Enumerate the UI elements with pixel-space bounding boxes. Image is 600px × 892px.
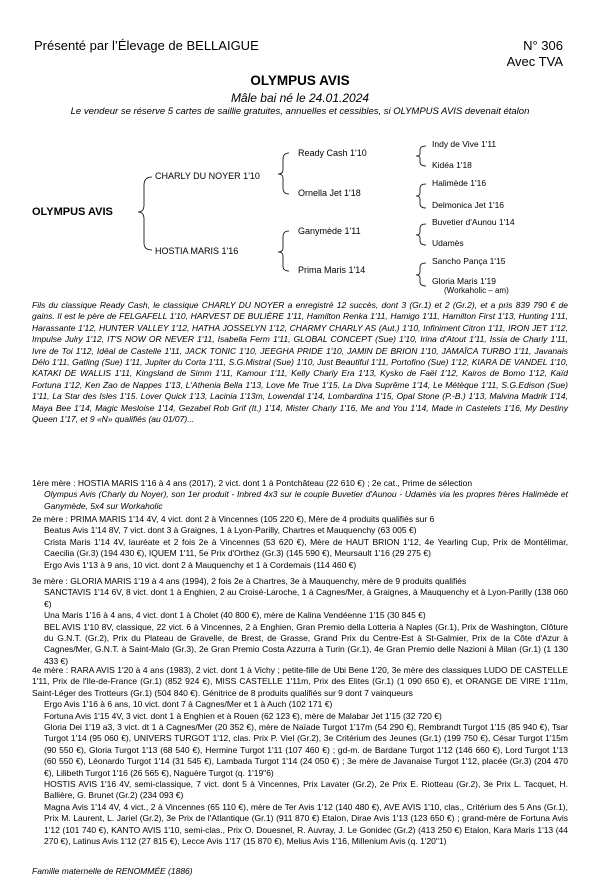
fourth-dam-line: Fortuna Avis 1'15 4V, 3 vict. dont 1 à Enghien et à Rouen (62 123 €), mère de Malabar Jet 1'15 (32 720 €) xyxy=(44,710,442,721)
pedigree-sire: CHARLY DU NOYER 1'10 xyxy=(155,171,260,181)
first-dam-section xyxy=(32,478,568,512)
pedigree-ddd-note: (Workaholic – am) xyxy=(444,286,509,295)
pedigree-sss: Indy de Vive 1'11 xyxy=(432,139,497,149)
pedigree-dam: HOSTIA MARIS 1'16 xyxy=(155,246,239,256)
third-dam-line: BEL AVIS 1'10 8V, classique, 22 vict. 6 à Vincennes, 2 à Enghien, Gran Premio della Lotteria à Naples (Gr.1), Prix de Washington, Clôture du G.N.T. (Gr.2), Prix du Plateau de Gravelle, de Brest, de Grasse, Grand Prix du Centre-Est à St-Galmier, Prix de la Côte d'Azur à Cagnes/Mer, G.N.T. à Saint-Malo (Gr.3), 2e Gran Premio Costa Azzurra à Turin (Gr.1), 4e Gran Premio delle Nazioni à Milan (Gr.1) (1 130 433 €) xyxy=(44,621,568,666)
sire-paragraph: Fils du classique Ready Cash, le classique CHARLY DU NOYER a enregistré 12 succès, dont 3 (Gr.1) et 2 (Gr.2), et a pris 839 790 € de gains. Il est le père de FELGAFELL 1'10, HARVEST DE BULIÈRE 1'11, Hamilton Renka 1'11, Hamigo 1'11, Hamilton First 1'13, Hunting 1'11, Harassante 1'12, HUNTER VALLEY 1'12, HATHA JOSSELYN 1'12, CHARMY CHARLY AS (Aut.) 1'10, Infiniment Citron 1'11, IRON JET 1'12, Impulse Julry 1'12, IT'S NOW OR NEVER 1'11, Isabella Ferm 1'11, GLOBAL CONCEPT (Sue) 1'10, Irina d'Atout 1'11, Issia de Charly 1'11, Ivre de Toi 1'12, Idéal de Castelle 1'11, JACK TONIC 1'10, JEEGHA PRIDE 1'10, JAMIN DE BRION 1'10, JAMAÏCA TURBO 1'11, Javanais Délo 1'11, Gatling (Sue) 1'11, Jupiter du Corta 1'11, S.G.Mistral (Sue) 1'10, Just Beautiful 1'11, Portofino (Sue) 1'12, KIARA DE VANDEL 1'10, KATAKI DE WALLIS 1'11, Kingsland de Simm 1'11, Kamour 1'11, Kelly Charly Era 1'13, Kysko de Faël 1'12, Kairos de Bomo 1'12, Kaïd Fortuna 1'12, Ken Zao de Nappes 1'13, L'Athenia Bella 1'13, Love Me True 1'15, La Diva Suprême 1'14, Le Métèque 1'11, S.G.Edison (Sue) 1'11, La Star des Isles 1'15. Lover Quick 1'13, Lacinia 1'13m, Lowendal 1'14, Lombardina 1'15, Opal Stone (P.-B.) 1'13, Malvina Madrik 1'14, Maya Bee 1'14, Magic Mesloise 1'14, Gezabel Rob Grif (It.) 1'14, Mister Charly 1'16, Me and You 1'14, Made in Castelets 1'16, My Destiny Queen 1'17, et 9 «N» qualifiés (au 01/07)... xyxy=(32,300,568,425)
second-dam-line: Crista Maris 1'14 4V, lauréate et 2 fois 2e à Vincennes (53 620 €), Mère de HAUT BRION 1'12, 4e Yearling Cup, Prix de Montélimar, Caecilia (Gr.3) (194 430 €), IQUEM 1'11, 5e Prix d'Orthez (Gr.3) (145 590 €), Meursault 1'16 (29 275 €) xyxy=(44,536,568,559)
first-dam-line: Olympus Avis (Charly du Noyer), son 1er produit - Inbred 4x3 sur le couple Buvetier d'Aunou - Udamès via les propres frères Halimède et Ganymède, 5x4 sur Workaholic xyxy=(44,489,568,511)
pedigree-dss: Buvetier d'Aunou 1'14 xyxy=(432,217,515,227)
fourth-dam-line: Magna Avis 1'14 4V, 4 vict., 2 à Vincennes (65 110 €), mère de Ter Avis 1'12 (140 480 €), AVE AVIS 1'10, clas., Critérium des 5 Ans (Gr.1), Prix M. Laurent, L. Jariel (Gr.2), 3e Prix de l'Atlantique (Gr.1) (911 870 €) Etalon, Dirae Avis 1'13 (123 650 €) ; grand-mère de Fortuna Avis 1'12 (101 740 €), KANTO AVIS 1'10, semi-clas., Prix O. Douesnel, R. Auvray, J. Le Gonidec (Gr.2) (413 250 €) Etalon, Kara Maris 1'13 (44 270 €), Latinus Avis 1'12 (27 815 €), Lecce Avis 1'17 (15 870 €), Melius Avis 1'16, Millenium Avis (q. 1'20"1) xyxy=(44,801,568,847)
third-dam-section xyxy=(32,576,568,667)
pedigree-subject: OLYMPUS AVIS xyxy=(32,206,113,218)
second-dam-section xyxy=(32,514,568,571)
third-dam-heading: 3e mère : GLORIA MARIS 1'19 à 4 ans (1994), 2 fois 2e à Chartres, 3e à Mauquenchy, mère de 9 produits qualifiés xyxy=(32,576,467,586)
third-dam-line: Una Maris 1'16 à 4 ans, 4 vict. dont 1 à Cholet (40 800 €), mère de Kalina Vendéenne 1'15 (30 845 €) xyxy=(44,610,426,621)
pedigree-dam-sire: Ganymède 1'11 xyxy=(298,226,361,236)
pedigree-sire-sire: Ready Cash 1'10 xyxy=(298,148,367,158)
second-dam-heading: 2e mère : PRIMA MARIS 1'14 4V, 4 vict. dont 2 à Vincennes (105 220 €), Mère de 4 produits qualifiés sur 6 xyxy=(32,514,435,524)
pedigree-ddd: Gloria Maris 1'19 xyxy=(432,276,496,286)
pedigree-dam-dam: Prima Maris 1'14 xyxy=(298,265,366,275)
seller-conditions: Le vendeur se réserve 5 cartes de saillie gratuites, annuelles et cessibles, si OLYMPUS AVIS devenait étalon xyxy=(70,106,530,117)
pedigree-sdd: Delmonica Jet 1'16 xyxy=(432,200,505,210)
pedigree-sire-dam: Ornella Jet 1'18 xyxy=(298,188,361,198)
vat-label: Avec TVA xyxy=(506,54,563,69)
second-dam-line: Ergo Avis 1'13 à 9 ans, 10 vict. dont 2 à Mauquenchy et 1 à Cordemais (114 460 €) xyxy=(44,559,357,570)
third-dam-line: SANCTAVIS 1'14 6V, 8 vict. dont 1 à Enghien, 2 au Croisé-Laroche, 1 à Cagnes/Mer, à Graignes, à Mauquenchy et à Lyon-Parilly (138 060 €) xyxy=(44,587,568,609)
fourth-dam-line: HOSTIS AVIS 1'16 4V, semi-classique, 7 vict. dont 5 à Vincennes, Prix Lavater (Gr.2), 2e Prix E. Riotteau (Gr.2), 3e Prix L. Tacquet, H. Ballière, G. Brunet (Gr.2) (234 093 €) xyxy=(44,779,568,801)
fourth-dam-line: Ergo Avis 1'16 à 6 ans, 10 vict. dont 7 à Cagnes/Mer et 1 à Auch (102 171 €) xyxy=(44,699,333,710)
presenter-line: Présenté par l’Élevage de BELLAIGUE xyxy=(34,38,259,53)
horse-description: Mâle bai né le 24.01.2024 xyxy=(230,91,370,105)
pedigree-sds: Halimède 1'16 xyxy=(432,178,487,188)
fourth-dam-section xyxy=(32,665,568,848)
second-dam-line: Beatus Avis 1'14 8V, 7 vict. dont 3 à Graignes, 1 à Lyon-Parilly, Chartres et Mauquenchy (63 005 €) xyxy=(44,525,417,536)
fourth-dam-heading: 4e mère : RARA AVIS 1'20 à 4 ans (1983), 2 vict. dont 1 à Vichy ; petite-fille de Ubi Bene 1'20, 3e mère des classiques LUDO DE CASTELLE 1'11, Prix de l'Ile-de-France (Gr.1) (852 924 €), MISS CASTELLE 1'11m, Prix des Elites (Gr.1) (1 090 650 €), et ORANGE DE VIRE 1'11m, Saint-Léger des Trotteurs (Gr.1) (504 840 €). Génitrice de 8 produits qualifiés sur 9 dont 7 vainqueurs xyxy=(32,665,568,698)
maternal-family: Famille maternelle de RENOMMÉE (1886) xyxy=(32,866,193,876)
pedigree-dsd: Udamès xyxy=(432,238,464,248)
horse-name-title: OLYMPUS AVIS xyxy=(250,73,350,88)
lot-number: N° 306 xyxy=(523,38,563,53)
pedigree-ssd: Kidéa 1'18 xyxy=(432,160,472,170)
pedigree-dds: Sancho Pança 1'15 xyxy=(432,256,506,266)
fourth-dam-line: Gloria Dei 1'19 a3, 3 vict. dt 1 à Cagnes/Mer (20 352 €), mère de Naïade Turgot 1'17m (54 290 €), Rembrandt Turgot 1'15 (85 940 €), Tsar Turgot 1'14 (95 060 €), UNIVERS TURGOT 1'12, clas. Prix P. Viel (Gr.2), 3e Critérium des Jeunes (Gr.1) (199 750 €), César Turgot 1'15m (90 550 €), Gloria Turgot 1'13 (68 540 €), Hermine Turgot 1'11 (107 460 €) ; gd-m. de Bardane Turgot 1'12 (146 660 €), Lord Turgot 1'13 (60 550 €), Léonardo Turgot 1'14 (31 545 €), Lambada Turgot 1'14 (24 050 €) ; 3e mère de Javanaise Turgot 1'12, placée (Gr.3) (204 470 €), Lilibeth Turgot 1'16 (26 565 €), Naguère Turgot (q. 1'19"6) xyxy=(44,722,568,778)
first-dam-heading: 1ère mère : HOSTIA MARIS 1'16 à 4 ans (2017), 2 vict. dont 1 à Pontchâteau (22 610 €) ; 2e cat., Prime de sélection xyxy=(32,478,473,488)
